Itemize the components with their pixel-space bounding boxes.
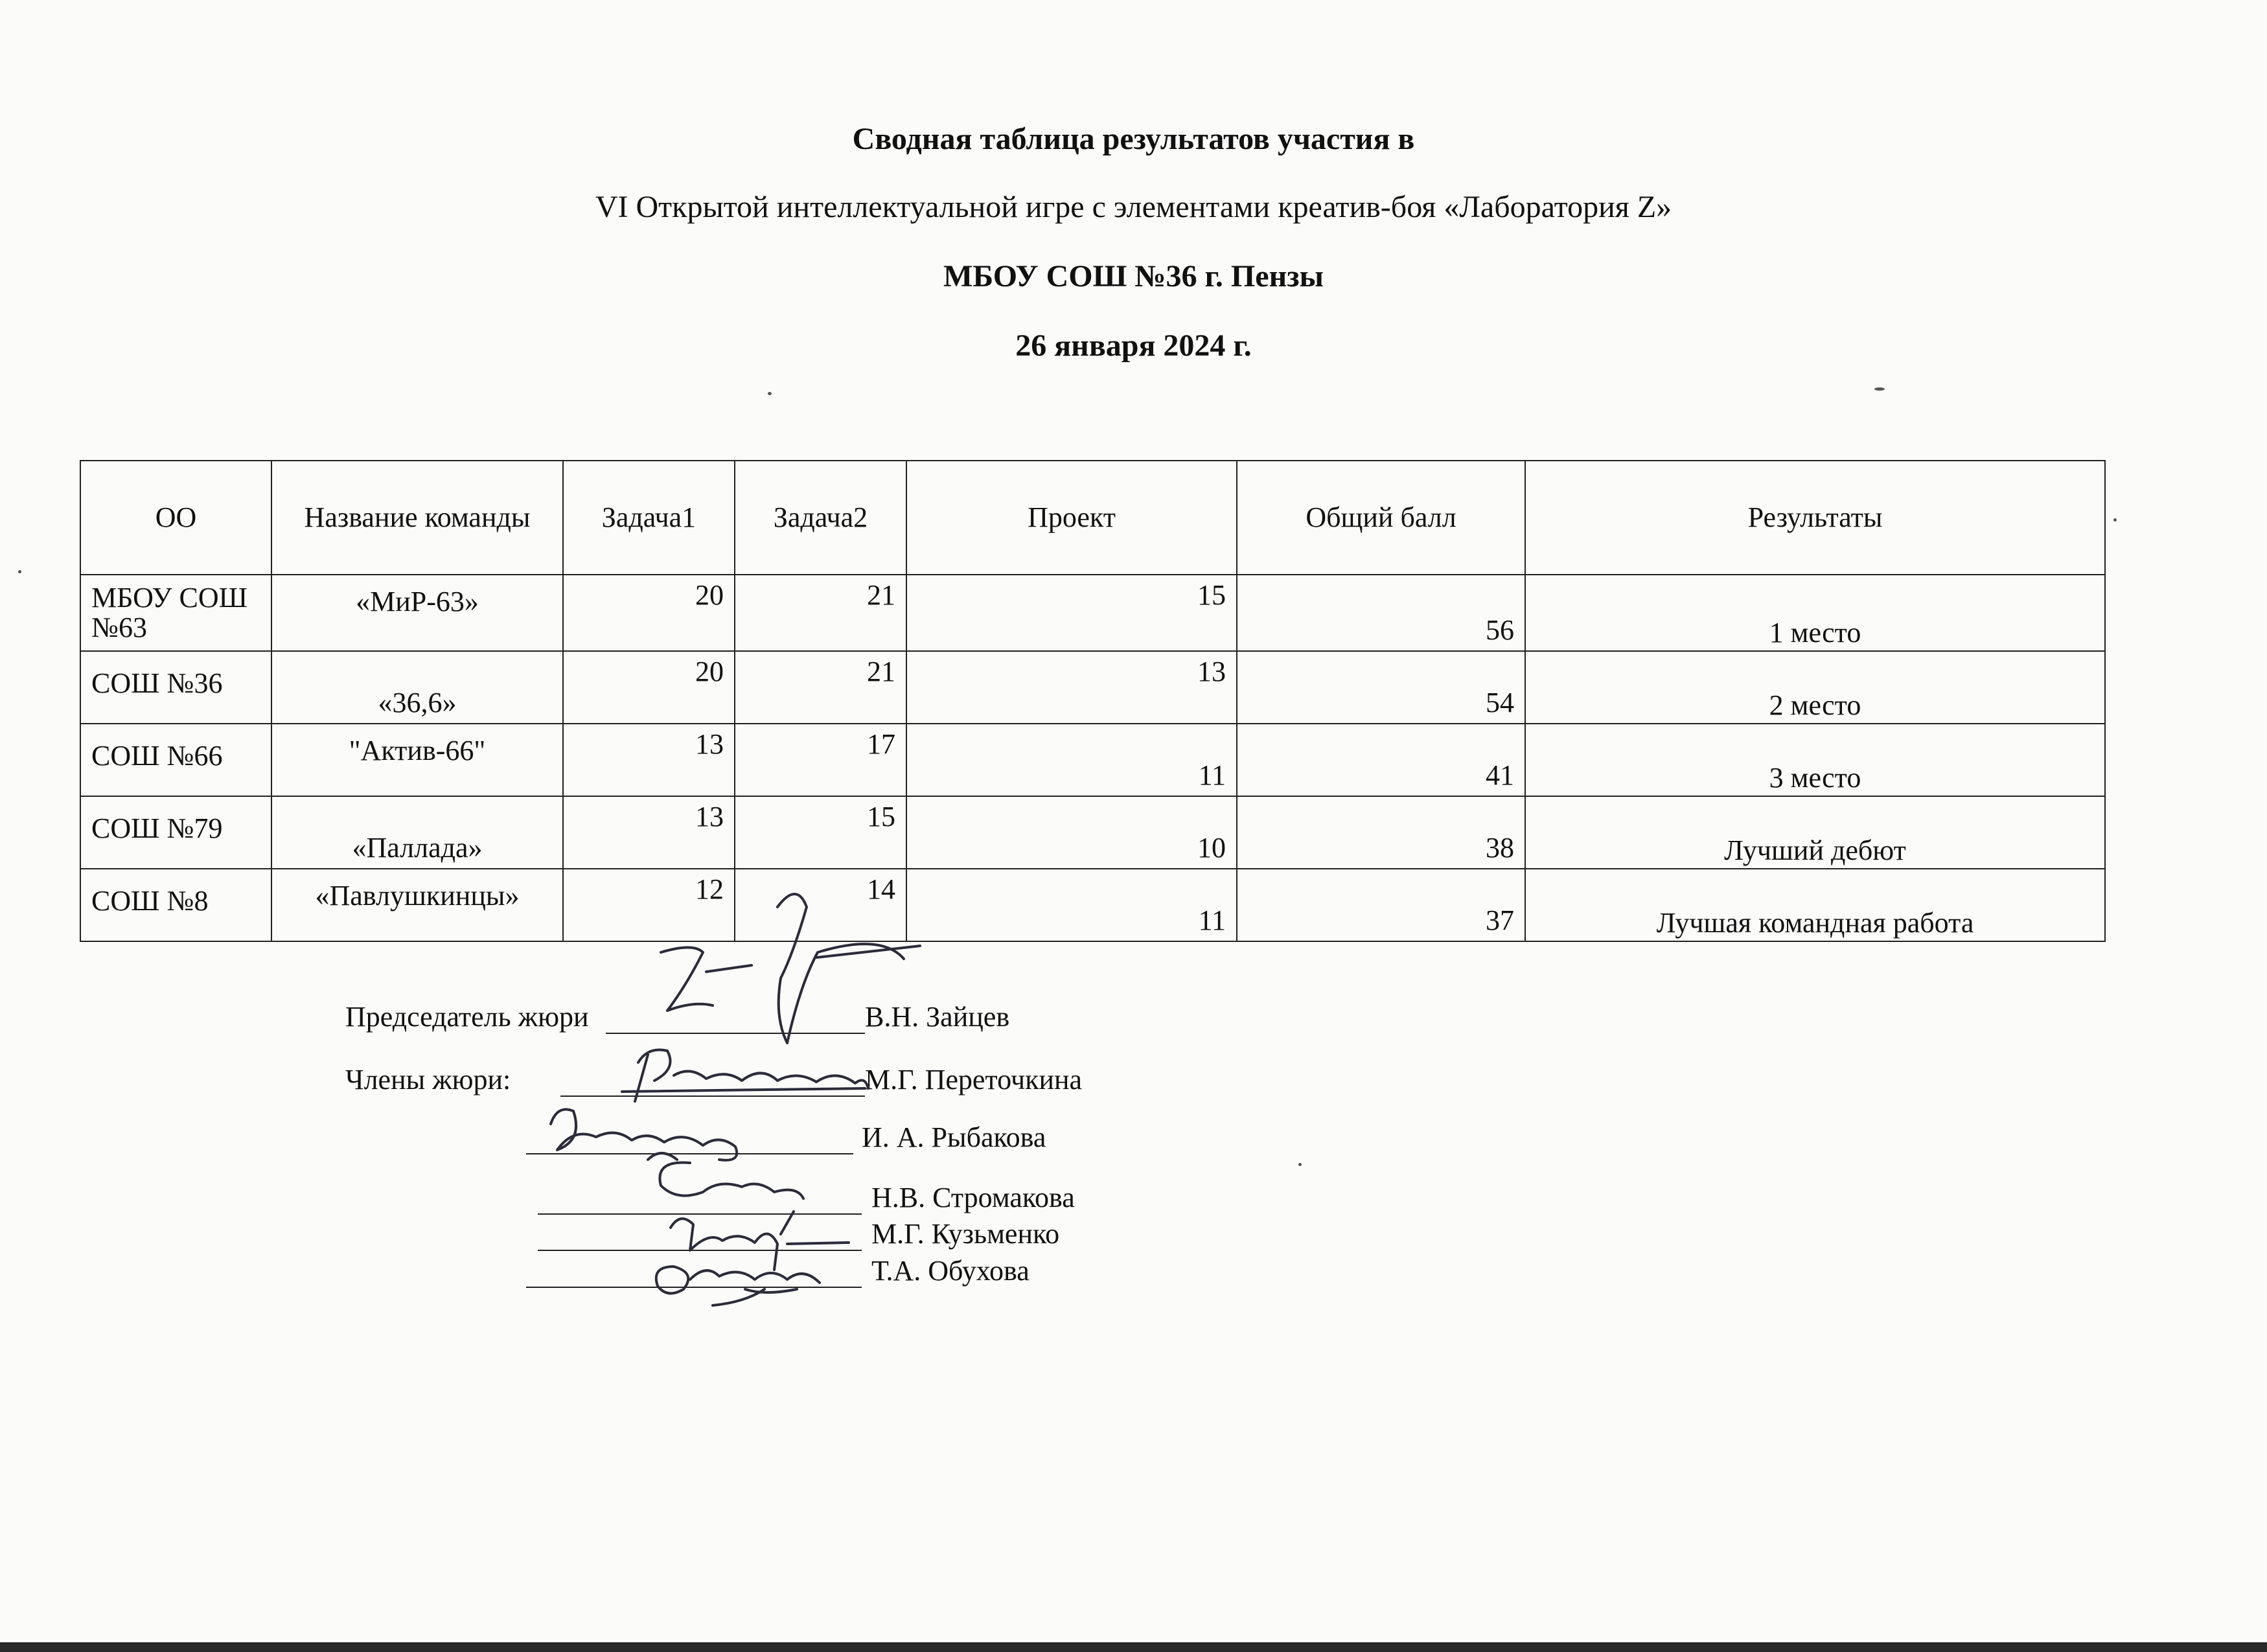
cell-total: 56 (1237, 575, 1525, 651)
scan-speck (1874, 387, 1885, 391)
header-oo: ОО (80, 461, 271, 575)
signature-line (606, 1033, 865, 1034)
document-subtitle: VI Открытой интеллектуальной игре с элементами креатив-боя «Лаборатория Z» (595, 190, 1672, 224)
cell-task2: 17 (735, 724, 906, 796)
signature-member-3 (660, 1162, 803, 1199)
cell-task2: 15 (735, 796, 906, 869)
scan-speck (1298, 1163, 1302, 1166)
document-title: Сводная таблица результатов участия в (852, 122, 1415, 156)
jury-chair-name: В.Н. Зайцев (865, 1001, 1010, 1033)
cell-result: Лучший дебют (1525, 796, 2105, 869)
organizer: МБОУ СОШ №36 г. Пензы (943, 259, 1324, 293)
cell-result: 1 место (1525, 575, 2105, 651)
header-total: Общий балл (1237, 461, 1525, 575)
cell-project: 13 (906, 651, 1237, 724)
cell-result: Лучшая командная работа (1525, 869, 2105, 941)
signature-line (526, 1153, 853, 1154)
signature-member-5 (656, 1267, 820, 1305)
cell-task1: 13 (563, 796, 735, 869)
cell-oo: МБОУ СОШ №63 (80, 575, 271, 651)
header-project: Проект (906, 461, 1237, 575)
scan-speck (2113, 518, 2117, 522)
scan-border (0, 1642, 2267, 1652)
cell-total: 54 (1237, 651, 1525, 724)
jury-member-name: М.Г. Переточкина (865, 1064, 1083, 1096)
signature-line (538, 1250, 862, 1251)
cell-task1: 20 (563, 575, 735, 651)
cell-task1: 13 (563, 724, 735, 796)
jury-member-name: Н.В. Стромакова (871, 1182, 1075, 1213)
cell-result: 2 место (1525, 651, 2105, 724)
signature-member-1 (622, 1050, 868, 1101)
signature-line (560, 1096, 865, 1097)
table-header-row (80, 461, 2105, 575)
cell-team: "Актив-66" (271, 724, 563, 796)
cell-team: «МиР-63» (271, 575, 563, 651)
cell-oo: СОШ №36 (80, 651, 271, 724)
header-team-name: Название команды (271, 461, 563, 575)
jury-members-label: Члены жюри: (345, 1064, 511, 1096)
header-results: Результаты (1525, 461, 2105, 575)
cell-project: 10 (906, 796, 1237, 869)
jury-chair-label: Председатель жюри (345, 1001, 589, 1033)
cell-total: 37 (1237, 869, 1525, 941)
cell-project: 11 (906, 724, 1237, 796)
signature-line (526, 1287, 862, 1288)
jury-member-name: И. А. Рыбакова (862, 1121, 1046, 1153)
cell-oo: СОШ №8 (80, 869, 271, 941)
cell-result: 3 место (1525, 724, 2105, 796)
cell-project: 11 (906, 869, 1237, 941)
cell-task2: 21 (735, 651, 906, 724)
scan-speck (18, 570, 21, 573)
scan-speck (768, 392, 772, 395)
cell-task1: 20 (563, 651, 735, 724)
cell-oo: СОШ №66 (80, 724, 271, 796)
results-table (80, 460, 2106, 942)
table-row (80, 796, 2105, 869)
cell-task1: 12 (563, 869, 735, 941)
cell-total: 38 (1237, 796, 1525, 869)
cell-team: «Павлушкинцы» (271, 869, 563, 941)
cell-team: «Паллада» (271, 796, 563, 869)
cell-oo: СОШ №79 (80, 796, 271, 869)
cell-team: «36,6» (271, 651, 563, 724)
jury-member-name: Т.А. Обухова (871, 1255, 1030, 1287)
signature-line (538, 1213, 862, 1215)
table-row (80, 869, 2105, 941)
cell-project: 15 (906, 575, 1237, 651)
signature-member-4 (671, 1211, 849, 1270)
cell-task2: 21 (735, 575, 906, 651)
header-task2: Задача2 (735, 461, 906, 575)
table-row (80, 651, 2105, 724)
table-row (80, 575, 2105, 651)
table-row (80, 724, 2105, 796)
cell-total: 41 (1237, 724, 1525, 796)
document-date: 26 января 2024 г. (1015, 328, 1252, 363)
jury-member-name: М.Г. Кузьменко (871, 1218, 1060, 1250)
header-task1: Задача1 (563, 461, 735, 575)
cell-task2: 14 (735, 869, 906, 941)
